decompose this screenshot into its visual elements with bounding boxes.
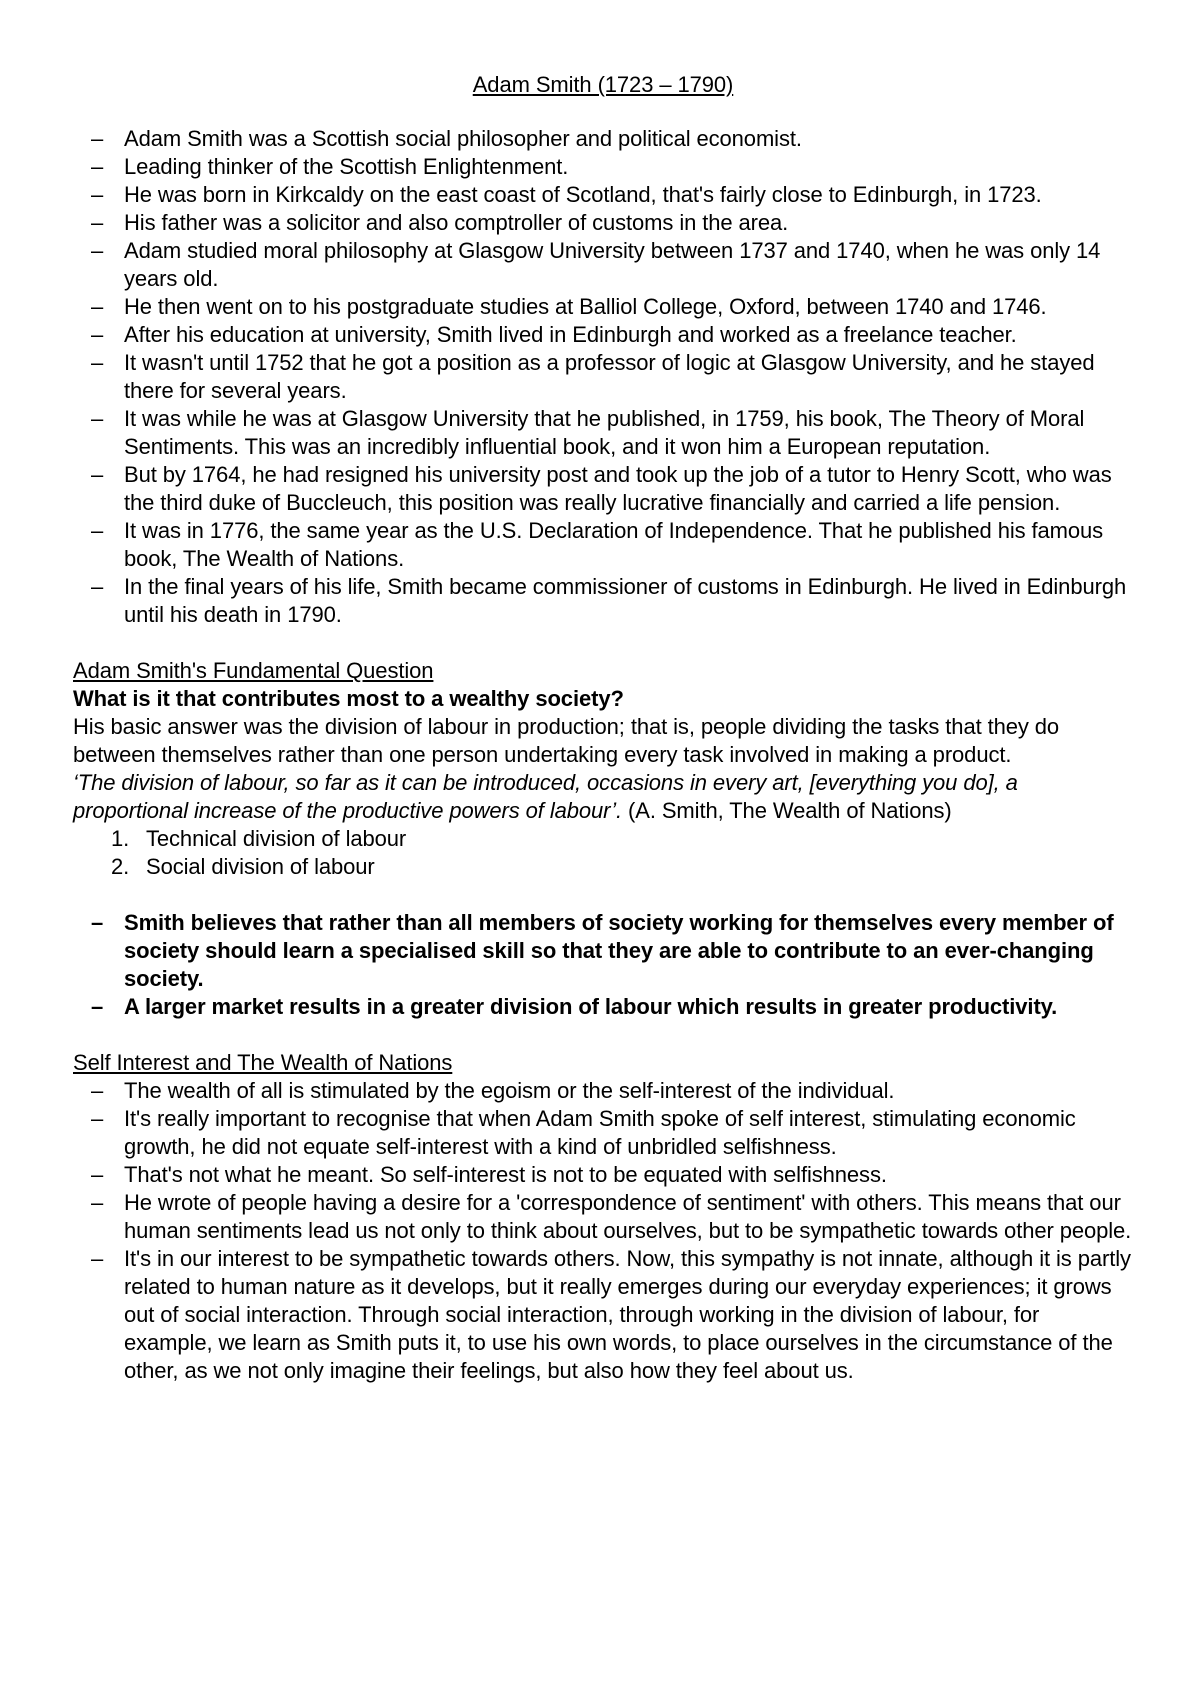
list-item bbox=[73, 853, 1133, 881]
list-number: 2. bbox=[111, 854, 130, 879]
self-interest-bullet-list bbox=[73, 1077, 1133, 1385]
spacer bbox=[73, 629, 1133, 657]
list-item bbox=[73, 825, 1133, 853]
section-heading-fundamental-question: Adam Smith's Fundamental Question bbox=[73, 658, 434, 683]
list-item: – After his education at university, Smith lived in Edinburgh and worked as a freelance teacher. bbox=[73, 321, 1133, 349]
list-item: – Adam studied moral philosophy at Glasgow University between 1737 and 1740, when he was only 14 years old. bbox=[73, 237, 1133, 293]
list-item: – He was born in Kirkcaldy on the east coast of Scotland, that's fairly close to Edinburgh, in 1723. bbox=[73, 181, 1133, 209]
spacer bbox=[73, 881, 1133, 909]
list-item: – It was while he was at Glasgow University that he published, in 1759, his book, The Theory of Moral Sentiments. This was an incredibly influential book, and it won him a European reputation. bbox=[73, 405, 1133, 461]
list-item: – In the final years of his life, Smith became commissioner of customs in Edinburgh. He lived in Edinburgh until his death in 1790. bbox=[73, 573, 1133, 629]
list-item-text: Technical division of labour bbox=[146, 826, 407, 851]
answer-paragraph: His basic answer was the division of labour in production; that is, people dividing the tasks that they do between themselves rather than one person undertaking every task involved in making a product. bbox=[73, 714, 1060, 767]
division-types-list bbox=[73, 825, 1133, 881]
list-item: – It's in our interest to be sympathetic towards others. Now, this sympathy is not innate, although it is partly related to human nature as it develops, but it really emerges during our everyday experiences; it grows out of social interaction. Through social interaction, through working in the division of labour, for example, we learn as Smith puts it, to use his own words, to place ourselves in the circumstance of the other, as we not only imagine their feelings, but also how they feel about us. bbox=[73, 1245, 1133, 1385]
list-item: – Adam Smith was a Scottish social philosopher and political economist. bbox=[73, 125, 1133, 153]
spacer bbox=[73, 1021, 1133, 1049]
list-item: – It wasn't until 1752 that he got a position as a professor of logic at Glasgow University, and he stayed there for several years. bbox=[73, 349, 1133, 405]
quote-text: ‘The division of labour, so far as it can be introduced, occasions in every art, [everything you do], a proportional increase of the productive powers of labour’. bbox=[73, 770, 1018, 823]
quote-paragraph bbox=[73, 769, 1133, 825]
page-title: Adam Smith (1723 – 1790) bbox=[472, 72, 734, 97]
list-item: – The wealth of all is stimulated by the egoism or the self-interest of the individual. bbox=[73, 1077, 1133, 1105]
list-item: – But by 1764, he had resigned his university post and took up the job of a tutor to Henry Scott, who was the third duke of Buccleuch, this position was really lucrative financially and carried a life pension. bbox=[73, 461, 1133, 517]
list-item: – He then went on to his postgraduate studies at Balliol College, Oxford, between 1740 and 1746. bbox=[73, 293, 1133, 321]
list-item: – He wrote of people having a desire for a 'correspondence of sentiment' with others. This means that our human sentiments lead us not only to think about ourselves, but to be sympathetic towards other people. bbox=[73, 1189, 1133, 1245]
quote-source: (A. Smith, The Wealth of Nations) bbox=[622, 798, 952, 823]
list-item: – A larger market results in a greater division of labour which results in greater productivity. bbox=[73, 993, 1133, 1021]
fundamental-question: What is it that contributes most to a wealthy society? bbox=[73, 686, 624, 711]
list-item: – It's really important to recognise that when Adam Smith spoke of self interest, stimulating economic growth, he did not equate self-interest with a kind of unbridled selfishness. bbox=[73, 1105, 1133, 1161]
list-number: 1. bbox=[111, 826, 130, 851]
bold-bullet-list bbox=[73, 909, 1133, 1021]
list-item: – It was in 1776, the same year as the U.S. Declaration of Independence. That he published his famous book, The Wealth of Nations. bbox=[73, 517, 1133, 573]
list-item: – His father was a solicitor and also comptroller of customs in the area. bbox=[73, 209, 1133, 237]
list-item: – That's not what he meant. So self-interest is not to be equated with selfishness. bbox=[73, 1161, 1133, 1189]
section-heading-self-interest: Self Interest and The Wealth of Nations bbox=[73, 1050, 453, 1075]
list-item: – Smith believes that rather than all members of society working for themselves every member of society should learn a specialised skill so that they are able to contribute to an ever-changing society. bbox=[73, 909, 1133, 993]
list-item-text: Social division of labour bbox=[146, 854, 375, 879]
intro-bullet-list bbox=[73, 125, 1133, 629]
list-item: – Leading thinker of the Scottish Enlightenment. bbox=[73, 153, 1133, 181]
document-page bbox=[73, 71, 1133, 1385]
